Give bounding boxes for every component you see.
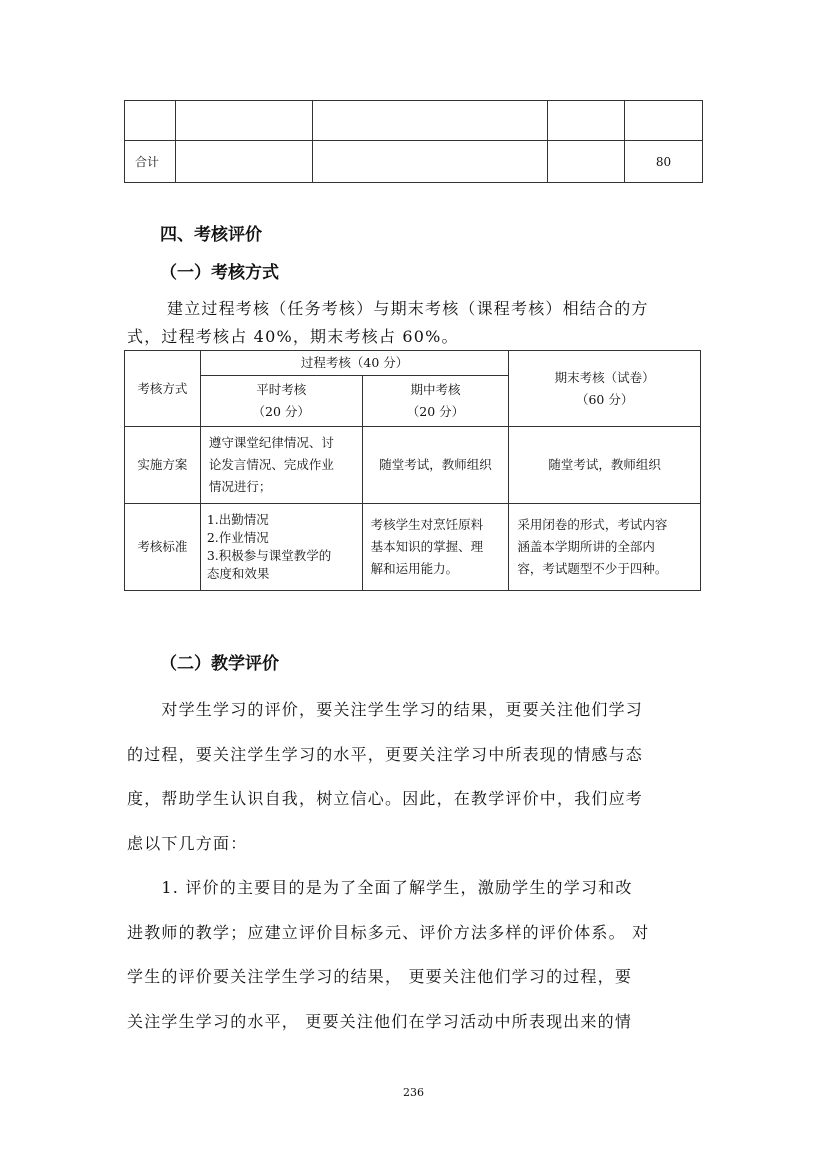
section-heading: 四、考核评价 [160,225,262,245]
text-line: 1.出勤情况 [206,512,269,527]
final-header: 期末考核（试卷） [554,369,655,385]
text-line: 2.作业情况 [206,530,269,545]
text-line: 情况进行； [208,479,272,494]
subsection-heading: （一）考核方式 [160,263,279,283]
total-label: 合计 [125,141,176,183]
score-table [124,100,703,183]
standard-midterm-cell [362,504,509,591]
text-line: 虑以下几方面： [127,833,248,853]
table-cell [175,141,312,183]
text-line: 建立过程考核（任务考核）与期末考核（课程考核）相结合的方 [167,299,649,318]
text-line: 解和运用能力。 [370,561,459,576]
text-line: 态度和效果 [206,566,270,581]
text-line: 学生的评价要关注学生学习的结果， 更要关注他们学习的过程，要 [127,967,633,986]
page-number: 236 [403,1086,424,1099]
regular-points: （20 分） [252,404,310,419]
text-line: 对学生学习的评价，要关注学生学习的结果，更要关注他们学习 [127,700,644,719]
text-line: 1. 评价的主要目的是为了全面了解学生，激励学生的学习和改 [127,878,633,897]
text-line: 基本知识的掌握、理 [370,539,484,554]
table-cell [312,101,548,141]
text-line: 考核学生对烹饪原料 [370,517,484,532]
table-row [125,427,701,504]
final-points: （60 分） [575,391,634,407]
table-row [125,141,703,183]
assessment-table [124,350,701,591]
text-line: 涵盖本学期所讲的全部内 [517,539,655,554]
text-line: 采用闭卷的形式，考试内容 [517,517,668,532]
table-row [125,101,703,141]
table-row [125,351,701,376]
teaching-paragraph-2 [127,866,703,1044]
method-label: 考核方式 [125,351,201,427]
text-line: 式，过程考核占 40%，期末考核占 60%。 [127,327,459,346]
text-line: 论发言情况、完成作业 [208,457,334,472]
midterm-points: （20 分） [406,404,465,419]
midterm-header: 期中考核 [410,382,461,397]
table-row [125,504,701,591]
regular-header: 平时考核 [256,382,307,397]
standard-regular-cell [200,504,362,591]
text-line: 的过程，要关注学生学习的水平，更要关注学习中所表现的情感与态 [127,744,644,764]
plan-label: 实施方案 [125,427,201,504]
regular-header-cell [200,376,362,427]
final-header-cell [509,351,701,427]
intro-paragraph [127,295,703,351]
table-cell [548,101,625,141]
table-cell [625,101,703,141]
standard-label: 考核标准 [125,504,201,591]
teaching-paragraph-1 [127,688,703,866]
text-line: 进教师的教学；应建立评价目标多元、评价方法多样的评价体系。 对 [127,922,650,942]
table-cell [125,101,176,141]
table-cell [548,141,625,183]
standard-final-cell [509,504,701,591]
midterm-header-cell [362,376,509,427]
subsection-heading: （二）教学评价 [160,654,279,674]
text-line: 度，帮助学生认识自我，树立信心。因此，在教学评价中，我们应考 [127,789,644,808]
text-line: 容，考试题型不少于四种。 [517,561,668,576]
plan-final: 随堂考试，教师组织 [509,427,701,504]
table-cell [312,141,548,183]
text-line: 关注学生学习的水平， 更要关注他们在学习活动中所表现出来的情 [127,1011,633,1031]
plan-midterm: 随堂考试，教师组织 [362,427,509,504]
text-line: 3.积极参与课堂教学的 [206,548,332,563]
total-value: 80 [625,141,703,183]
process-header: 过程考核（40 分） [200,351,508,376]
plan-regular-cell [200,427,362,504]
table-cell [175,101,312,141]
text-line: 遵守课堂纪律情况、讨 [208,435,334,450]
